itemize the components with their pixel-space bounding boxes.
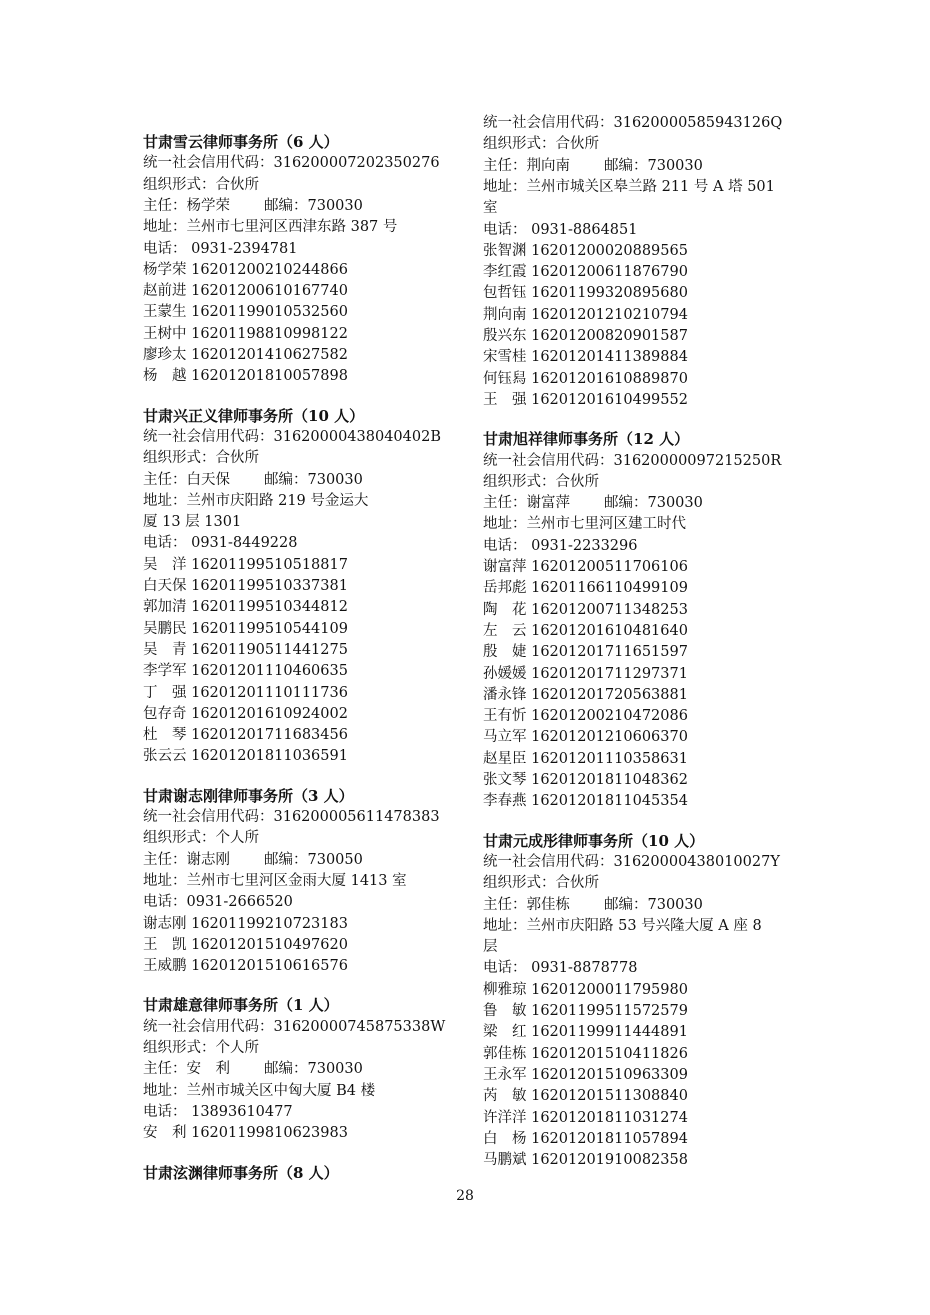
text-line: 电话： 0931-2394781 (143, 240, 298, 257)
text-line: 马立军 16201201210606370 (483, 729, 688, 746)
text-line: 统一社会信用代码：31620000438040402B (143, 428, 441, 445)
text-line: 统一社会信用代码：31620000585943126Q (483, 115, 783, 131)
text-line: 统一社会信用代码：31620000097215250R (483, 452, 782, 469)
director-name: 主任：谢富萍 (483, 495, 570, 512)
director-line (483, 156, 703, 177)
text-line: 统一社会信用代码：31620000745875338W (143, 1018, 446, 1035)
postcode: 邮编：730030 (264, 197, 363, 214)
text-line: 芮 敏 16201201511308840 (483, 1088, 688, 1105)
postcode: 邮编：730030 (264, 471, 363, 488)
text-line: 组织形式：个人所 (143, 1040, 259, 1056)
text-line: 包存奇 16201201610924002 (143, 705, 348, 722)
text-line: 杜 琴 16201201711683456 (143, 727, 348, 744)
text-line: 赵前进 16201200610167740 (143, 283, 348, 300)
director-line (143, 196, 363, 217)
text-line: 统一社会信用代码：31620000438010027Y (483, 853, 780, 870)
text-line: 柳雅琼 16201200011795980 (483, 981, 688, 998)
text-line: 张文琴 16201201811048362 (483, 772, 688, 788)
text-line: 张云云 16201201811036591 (143, 748, 348, 765)
text-line: 王蒙生 16201199010532560 (143, 304, 348, 321)
text-line: 郭佳栋 16201201510411826 (483, 1045, 688, 1062)
text-line: 安 利 16201199810623983 (143, 1125, 348, 1142)
director-line (483, 493, 703, 514)
text-line: 孙媛媛 16201201711297371 (483, 665, 688, 682)
text-line: 组织形式：合伙所 (483, 473, 599, 490)
director-line (143, 1059, 363, 1080)
text-line: 地址：兰州市庆阳路 53 号兴隆大厦 A 座 8 (483, 917, 762, 934)
text-line: 电话： 13893610477 (143, 1103, 293, 1120)
text-line: 梁 红 16201199911444891 (483, 1024, 688, 1041)
text-line: 郭加清 16201199510344812 (143, 599, 348, 616)
text-line: 电话： 0931-8878778 (483, 960, 638, 977)
text-line: 王有忻 16201200210472086 (483, 708, 688, 725)
text-line: 组织形式：个人所 (143, 830, 259, 847)
director-name: 主任：杨学荣 (143, 197, 230, 214)
text-line: 殷兴东 16201200820901587 (483, 328, 688, 344)
text-line: 地址：兰州市七里河区金雨大厦 1413 室 (143, 872, 407, 889)
text-line: 杨 越 16201201810057898 (143, 368, 348, 385)
text-line: 电话： 0931-8449228 (143, 535, 298, 552)
text-line: 左 云 16201201610481640 (483, 622, 688, 639)
director-line (143, 850, 363, 871)
text-line: 组织形式：合伙所 (483, 875, 599, 892)
text-line: 地址：兰州市庆阳路 219 号金运大 (143, 492, 369, 509)
text-line: 张智渊 16201200020889565 (483, 242, 688, 259)
text-line: 李红霞 16201200611876790 (483, 264, 688, 281)
text-line: 组织形式：合伙所 (483, 136, 599, 153)
text-line: 陶 花 16201200711348253 (483, 601, 688, 618)
text-line: 电话： 0931-8864851 (483, 221, 638, 238)
text-line: 白 杨 16201201811057894 (483, 1130, 688, 1147)
firm-heading: 甘肃泫渊律师事务所（8 人） (143, 1163, 339, 1182)
text-line: 许洋洋 16201201811031274 (483, 1109, 688, 1126)
text-line: 吴 青 16201190511441275 (143, 641, 348, 658)
text-line: 统一社会信用代码：316200007202350276 (143, 155, 440, 172)
text-line: 谢志刚 16201199210723183 (143, 915, 348, 932)
text-line: 地址：兰州市城关区皋兰路 211 号 A 塔 501 (483, 178, 775, 195)
text-line: 潘永锋 16201201720563881 (483, 686, 688, 703)
postcode: 邮编：730030 (264, 1061, 363, 1078)
text-line: 丁 强 16201201110111736 (143, 684, 348, 701)
text-line: 殷 婕 16201201711651597 (483, 644, 688, 661)
text-line: 鲁 敏 16201199511572579 (483, 1003, 688, 1019)
text-line: 吴鹏民 16201199510544109 (143, 620, 348, 637)
text-line: 谢富萍 16201200511706106 (483, 559, 688, 575)
text-line: 层 (483, 939, 498, 956)
text-line: 廖珍太 16201201410627582 (143, 347, 348, 363)
postcode: 邮编：730030 (604, 896, 703, 913)
page-number: 28 (456, 1188, 474, 1204)
text-line: 王 凯 16201201510497620 (143, 936, 348, 953)
text-line: 地址：兰州市城关区中匈大厦 B4 楼 (143, 1082, 376, 1099)
text-line: 王永军 16201201510963309 (483, 1066, 688, 1083)
postcode: 邮编：730050 (264, 851, 363, 868)
text-line: 何钰舄 16201201610889870 (483, 370, 688, 387)
text-line: 荆向南 16201201210210794 (483, 306, 688, 323)
director-name: 主任：谢志刚 (143, 851, 230, 868)
text-line: 王威鹏 16201201510616576 (143, 958, 348, 975)
firm-heading: 甘肃旭祥律师事务所（12 人） (483, 430, 690, 449)
text-line: 李学军 16201201110460635 (143, 663, 348, 680)
text-line: 组织形式：合伙所 (143, 450, 259, 467)
text-line: 马鹏斌 16201201910082358 (483, 1152, 688, 1169)
text-line: 包哲钰 16201199320895680 (483, 285, 688, 302)
director-name: 主任：荆向南 (483, 157, 570, 174)
text-line: 统一社会信用代码：316200005611478383 (143, 809, 440, 825)
text-line: 杨学荣 16201200210244866 (143, 261, 348, 278)
text-line: 赵星臣 16201201110358631 (483, 750, 688, 767)
postcode: 邮编：730030 (604, 495, 703, 512)
text-line: 宋雪桂 16201201411389884 (483, 349, 688, 366)
text-line: 地址：兰州市七里河区西津东路 387 号 (143, 219, 398, 236)
postcode: 邮编：730030 (604, 157, 703, 174)
director-name: 主任：白天保 (143, 471, 230, 488)
text-line: 电话： 0931-2233296 (483, 537, 638, 554)
text-line: 地址：兰州市七里河区建工时代 (483, 516, 686, 533)
firm-heading: 甘肃雪云律师事务所（6 人） (143, 133, 339, 151)
text-line: 白天保 16201199510337381 (143, 578, 348, 594)
text-line: 电话：0931-2666520 (143, 894, 293, 911)
director-line (143, 470, 363, 491)
text-line: 厦 13 层 1301 (143, 514, 242, 531)
text-line: 吴 洋 16201199510518817 (143, 556, 348, 573)
firm-heading: 甘肃兴正义律师事务所（10 人） (143, 406, 365, 425)
text-line: 王 强 16201201610499552 (483, 391, 688, 408)
text-line: 室 (483, 200, 498, 217)
text-line: 王树中 16201198810998122 (143, 325, 348, 342)
text-line: 岳邦彪 16201166110499109 (483, 580, 688, 597)
text-line: 组织形式：合伙所 (143, 176, 259, 193)
director-name: 主任：安 利 (143, 1061, 230, 1078)
firm-heading: 甘肃雄意律师事务所（1 人） (143, 996, 339, 1015)
firm-heading: 甘肃谢志刚律师事务所（3 人） (143, 786, 354, 805)
director-line (483, 895, 703, 916)
firm-heading: 甘肃元成彤律师事务所（10 人） (483, 831, 705, 850)
director-name: 主任：郭佳栋 (483, 896, 570, 913)
text-line: 李春燕 16201201811045354 (483, 793, 688, 810)
